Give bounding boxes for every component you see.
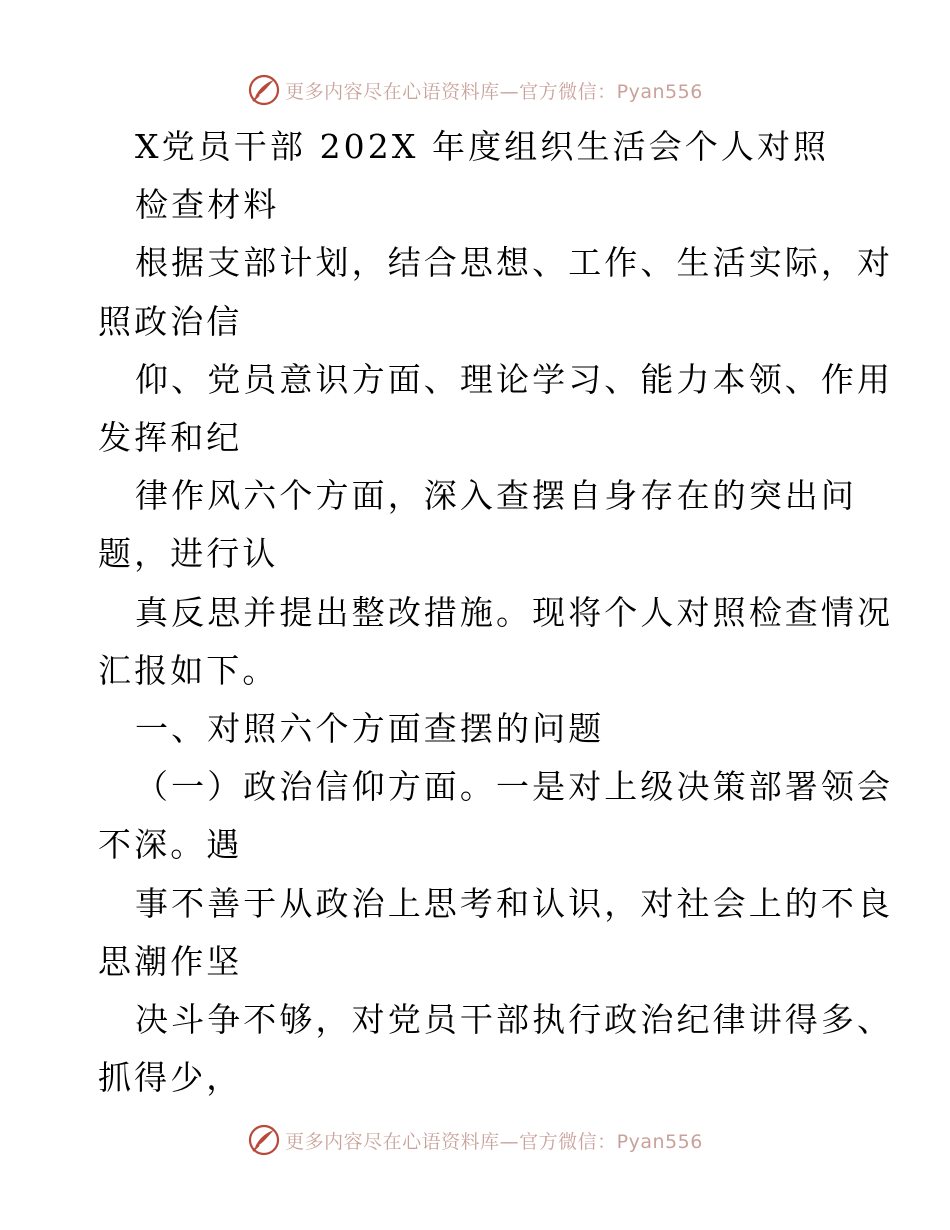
footer-watermark [0, 1120, 950, 1160]
watermark-site-text: 更多内容尽在心语资料库 [285, 80, 500, 103]
document-text-line: 真反思并提出整改措施。现将个人对照检查情况 [135, 593, 894, 632]
document-text-line: 一、对照六个方面查摆的问题 [135, 709, 605, 748]
watermark-site-text: 更多内容尽在心语资料库 [285, 1130, 500, 1153]
document-text-line: 事不善于从政治上思考和认识，对社会上的不良 [135, 884, 894, 923]
document-text-line: 题，进行认 [98, 534, 279, 573]
document-text-line: 根据支部计划，结合思想、工作、生活实际，对 [135, 243, 894, 282]
document-text-line: 决斗争不够，对党员干部执行政治纪律讲得多、 [135, 1000, 894, 1039]
watermark-dash: — [499, 1130, 520, 1153]
quill-logo-icon [247, 73, 281, 107]
document-text-line: 抓得少， [98, 1058, 243, 1097]
watermark-dash: — [499, 80, 520, 103]
document-title-line: X党员干部 202X 年度组织生活会个人对照 [135, 127, 830, 166]
document-title-line: 检查材料 [135, 185, 280, 224]
header-watermark [0, 70, 950, 110]
watermark-wechat-text: 官方微信：Pyan556 [519, 80, 703, 103]
document-text-line: 照政治信 [98, 302, 243, 341]
quill-logo-icon [247, 1123, 281, 1157]
document-text-line: 不深。遇 [98, 825, 243, 864]
document-text-line: （一）政治信仰方面。一是对上级决策部署领会 [135, 767, 894, 806]
document-text-line: 发挥和纪 [98, 418, 243, 457]
document-text-line: 律作风六个方面，深入查摆自身存在的突出问 [135, 476, 857, 515]
document-text-line: 汇报如下。 [98, 651, 279, 690]
document-text-line: 仰、党员意识方面、理论学习、能力本领、作用 [135, 360, 894, 399]
document-text-line: 思潮作坚 [98, 942, 243, 981]
watermark-wechat-text: 官方微信：Pyan556 [519, 1130, 703, 1153]
